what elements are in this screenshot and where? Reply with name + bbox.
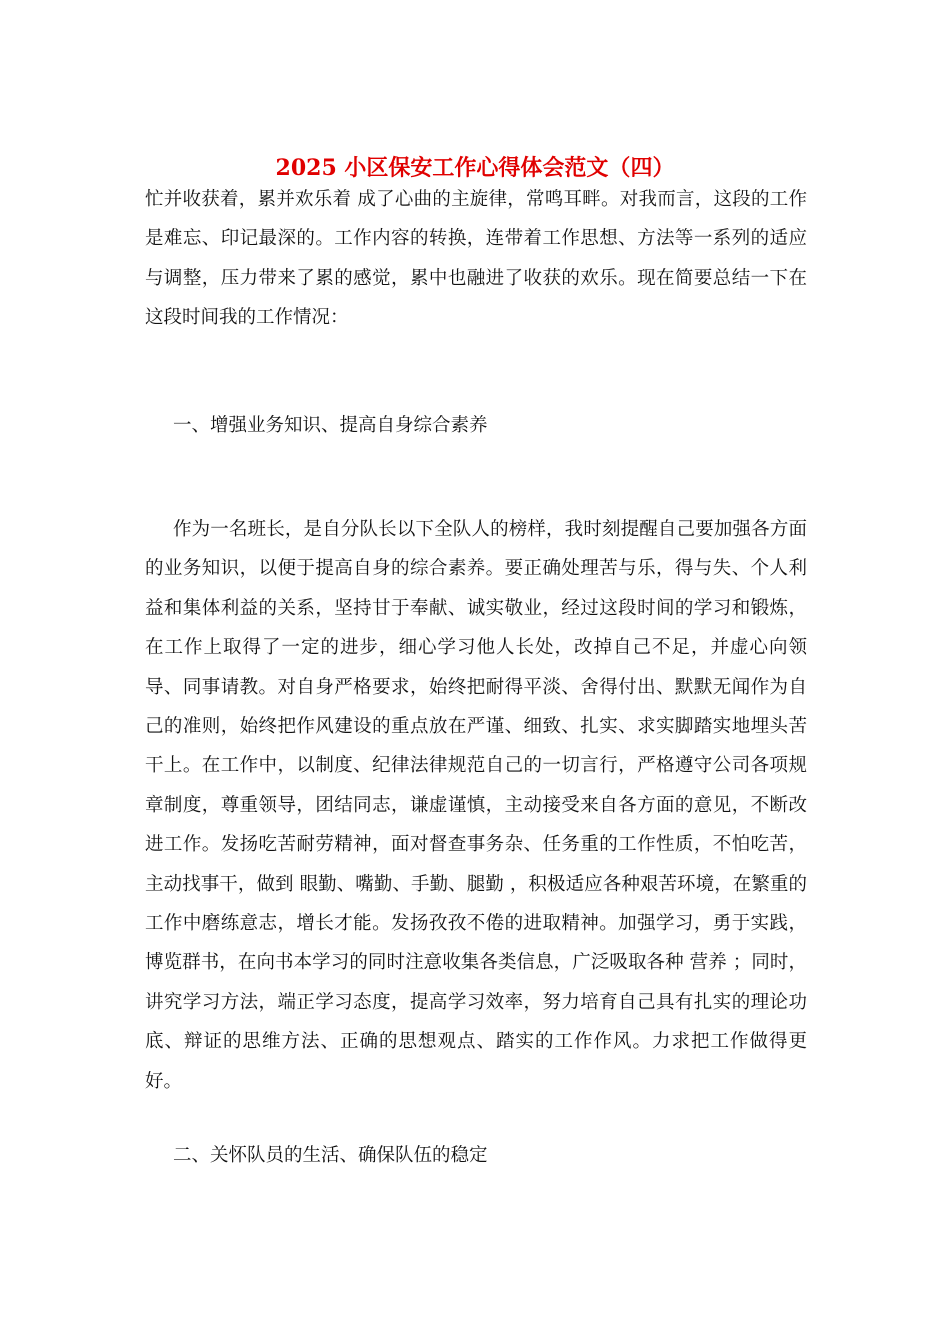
intro-paragraph: 忙并收获着，累并欢乐着 成了心曲的主旋律，常鸣耳畔。对我而言，这段的工作是难忘、印记最深的。工作内容的转换，连带着工作思想、方法等一系列的适应与调整，压力带来了累的感觉，累中也融进了收获的欢乐。现在简要总结一下在这段时间我的工作情况： bbox=[145, 189, 807, 329]
section-body-1: 作为一名班长，是自分队长以下全队人的榜样，我时刻提醒自己要加强各方面的业务知识，以便于提高自身的综合素养。要正确处理苦与乐，得与失、个人利益和集体利益的关系，坚持甘于奉献、诚实敬业，经过这段时间的学习和锻炼，在工作上取得了一定的进步，细心学习他人长处，改掉自己不足，并虚心向领导、同事请教。对自身严格要求，始终把耐得平淡、舍得付出、默默无闻作为自己的准则，始终把作风建设的重点放在严谨、细致、扎实、求实脚踏实地埋头苦干上。在工作中，以制度、纪律法律规范自己的一切言行，严格遵守公司各项规章制度，尊重领导，团结同志，谦虚谨慎，主动接受来自各方面的意见，不断改进工作。发扬吃苦耐劳精神，面对督查事务杂、任务重的工作性质，不怕吃苦，主动找事干，做到 眼勤、嘴勤、手勤、腿勤 ，积极适应各种艰苦环境，在繁重的工作中磨练意志，增长才能。发扬孜孜不倦的进取精神。加强学习，勇于实践，博览群书，在向书本学习的同时注意收集各类信息，广泛吸取各种 营养 ；同时，讲究学习方法，端正学习态度，提高学习效率，努力培育自己具有扎实的理论功底、辩证的思维方法、正确的思想观点、踏实的工作作风。力求把工作做得更好。 bbox=[145, 519, 807, 1092]
section-heading-2: 二、关怀队员的生活、确保队伍的稳定 bbox=[173, 1145, 488, 1166]
section-heading-1: 一、增强业务知识、提高自身综合素养 bbox=[173, 415, 488, 436]
document-title: 2025 小区保安工作心得体会范文（四） bbox=[275, 155, 675, 181]
